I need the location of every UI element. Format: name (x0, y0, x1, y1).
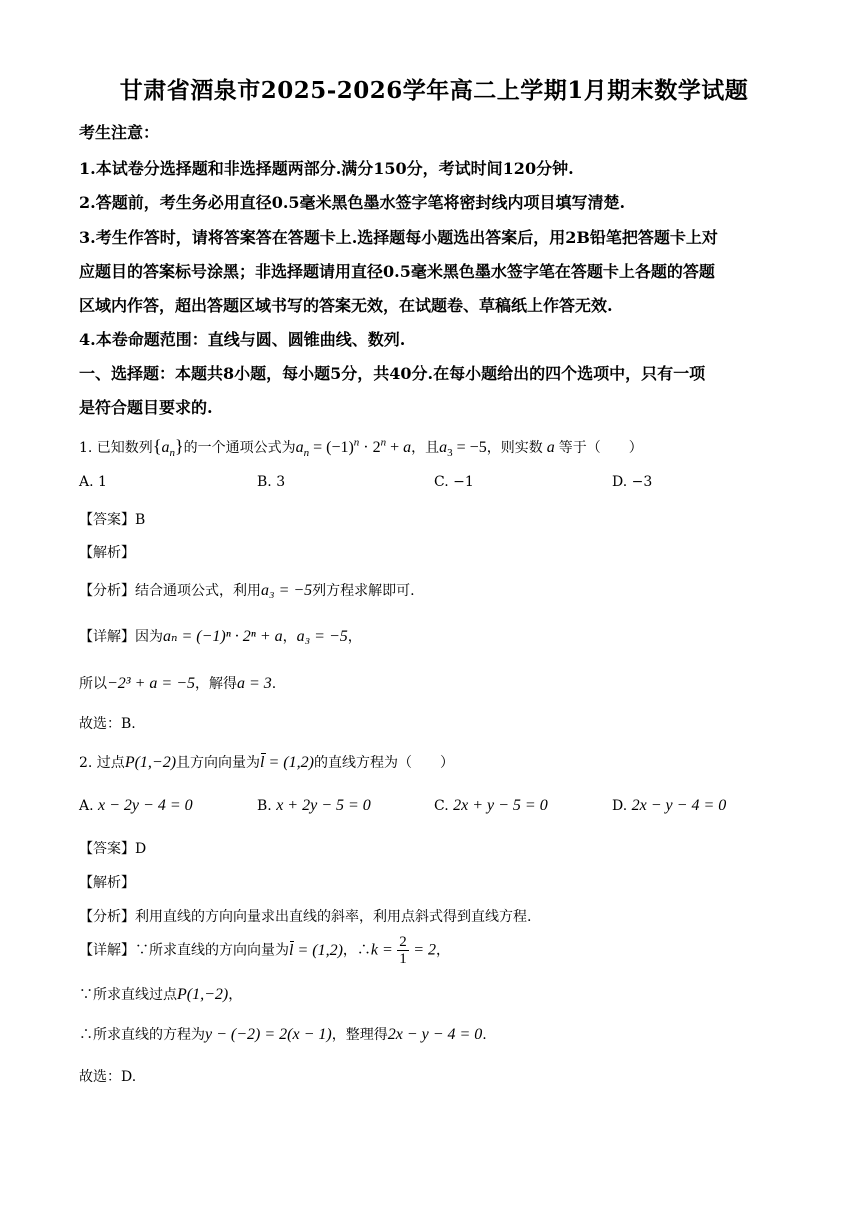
q2-stem: 2. 过点P(1,−2)且方向向量为l = (1,2)的直线方程为（ ） (79, 754, 454, 771)
q1-answer: 【答案】B (79, 512, 146, 528)
q2-analysis-label: 【解析】 (79, 875, 135, 891)
q2-option-a: A. x − 2y − 4 = 0 (79, 797, 193, 814)
q1-solution: 所以−2³ + a = −5，解得a = 3. (79, 675, 277, 692)
q2-passes-point: ∵所求直线过点P(1,−2)， (79, 986, 243, 1003)
q1-analysis-label: 【解析】 (79, 545, 135, 561)
q1-option-a: A. 1 (79, 474, 107, 490)
q2-option-b: B. x + 2y − 5 = 0 (257, 797, 371, 814)
notice-item-3-cont2: 区域内作答，超出答题区域书写的答案无效，在试题卷、草稿纸上作答无效. (79, 296, 613, 315)
q2-choice: 故选：D. (79, 1069, 137, 1085)
q2-option-c: C. 2x + y − 5 = 0 (434, 797, 548, 814)
q2-answer: 【答案】D (79, 841, 147, 857)
notice-item-1: 1.本试卷分选择题和非选择题两部分.满分150分，考试时间120分钟. (79, 159, 574, 178)
q1-option-d: D. −3 (612, 474, 653, 490)
section-heading: 一、选择题：本题共8小题，每小题5分，共40分.在每小题给出的四个选项中，只有一项 (79, 364, 706, 383)
q1-stem: 1. 已知数列$\{a_n\}$的一个通项公式为$a_n = (-1)^n \cdot 2^n + a$，且$a_3 = -5$，则实数 a 等于（ ） (79, 436, 643, 460)
q1-option-b: B. 3 (257, 474, 286, 490)
notice-item-4: 4.本卷命题范围：直线与圆、圆锥曲线、数列. (79, 330, 406, 349)
q1-choice: 故选：B. (79, 716, 136, 732)
section-heading-cont: 是符合题目要求的. (79, 398, 213, 417)
q1-option-c: C. −1 (434, 474, 474, 490)
notice-item-3: 3.考生作答时，请将答案答在答题卡上.选择题每小题选出答案后，用2B铅笔把答题卡上对 (79, 228, 718, 247)
q1-analysis: 【分析】结合通项公式，利用a₃ = −5列方程求解即可. (79, 582, 415, 599)
q2-detail: 【详解】∵所求直线的方向向量为l = (1,2)，∴k = $\frac{2}{1}$ = 2， (79, 934, 451, 967)
q2-analysis: 【分析】利用直线的方向向量求出直线的斜率，利用点斜式得到直线方程. (79, 909, 532, 925)
notice-heading: 考生注意： (79, 123, 160, 142)
notice-item-3-cont: 应题目的答案标号涂黑；非选择题请用直径0.5毫米黑色墨水签字笔在答题卡上各题的答题 (79, 262, 715, 281)
q2-option-d: D. 2x − y − 4 = 0 (612, 797, 727, 814)
q2-equation: ∴所求直线的方程为y − (−2) = 2(x − 1)，整理得2x − y − 4 = 0. (79, 1026, 487, 1043)
notice-item-2: 2.答题前，考生务必用直径0.5毫米黑色墨水签字笔将密封线内项目填写清楚. (79, 193, 626, 212)
q1-detail: 【详解】因为aₙ = (−1)ⁿ · 2ⁿ + a，a₃ = −5， (79, 628, 362, 645)
k-fraction: $\frac{2}{1}$ (399, 934, 407, 967)
page-title: 甘肃省酒泉市2025-2026学年高二上学期1月期末数学试题 (119, 77, 749, 104)
